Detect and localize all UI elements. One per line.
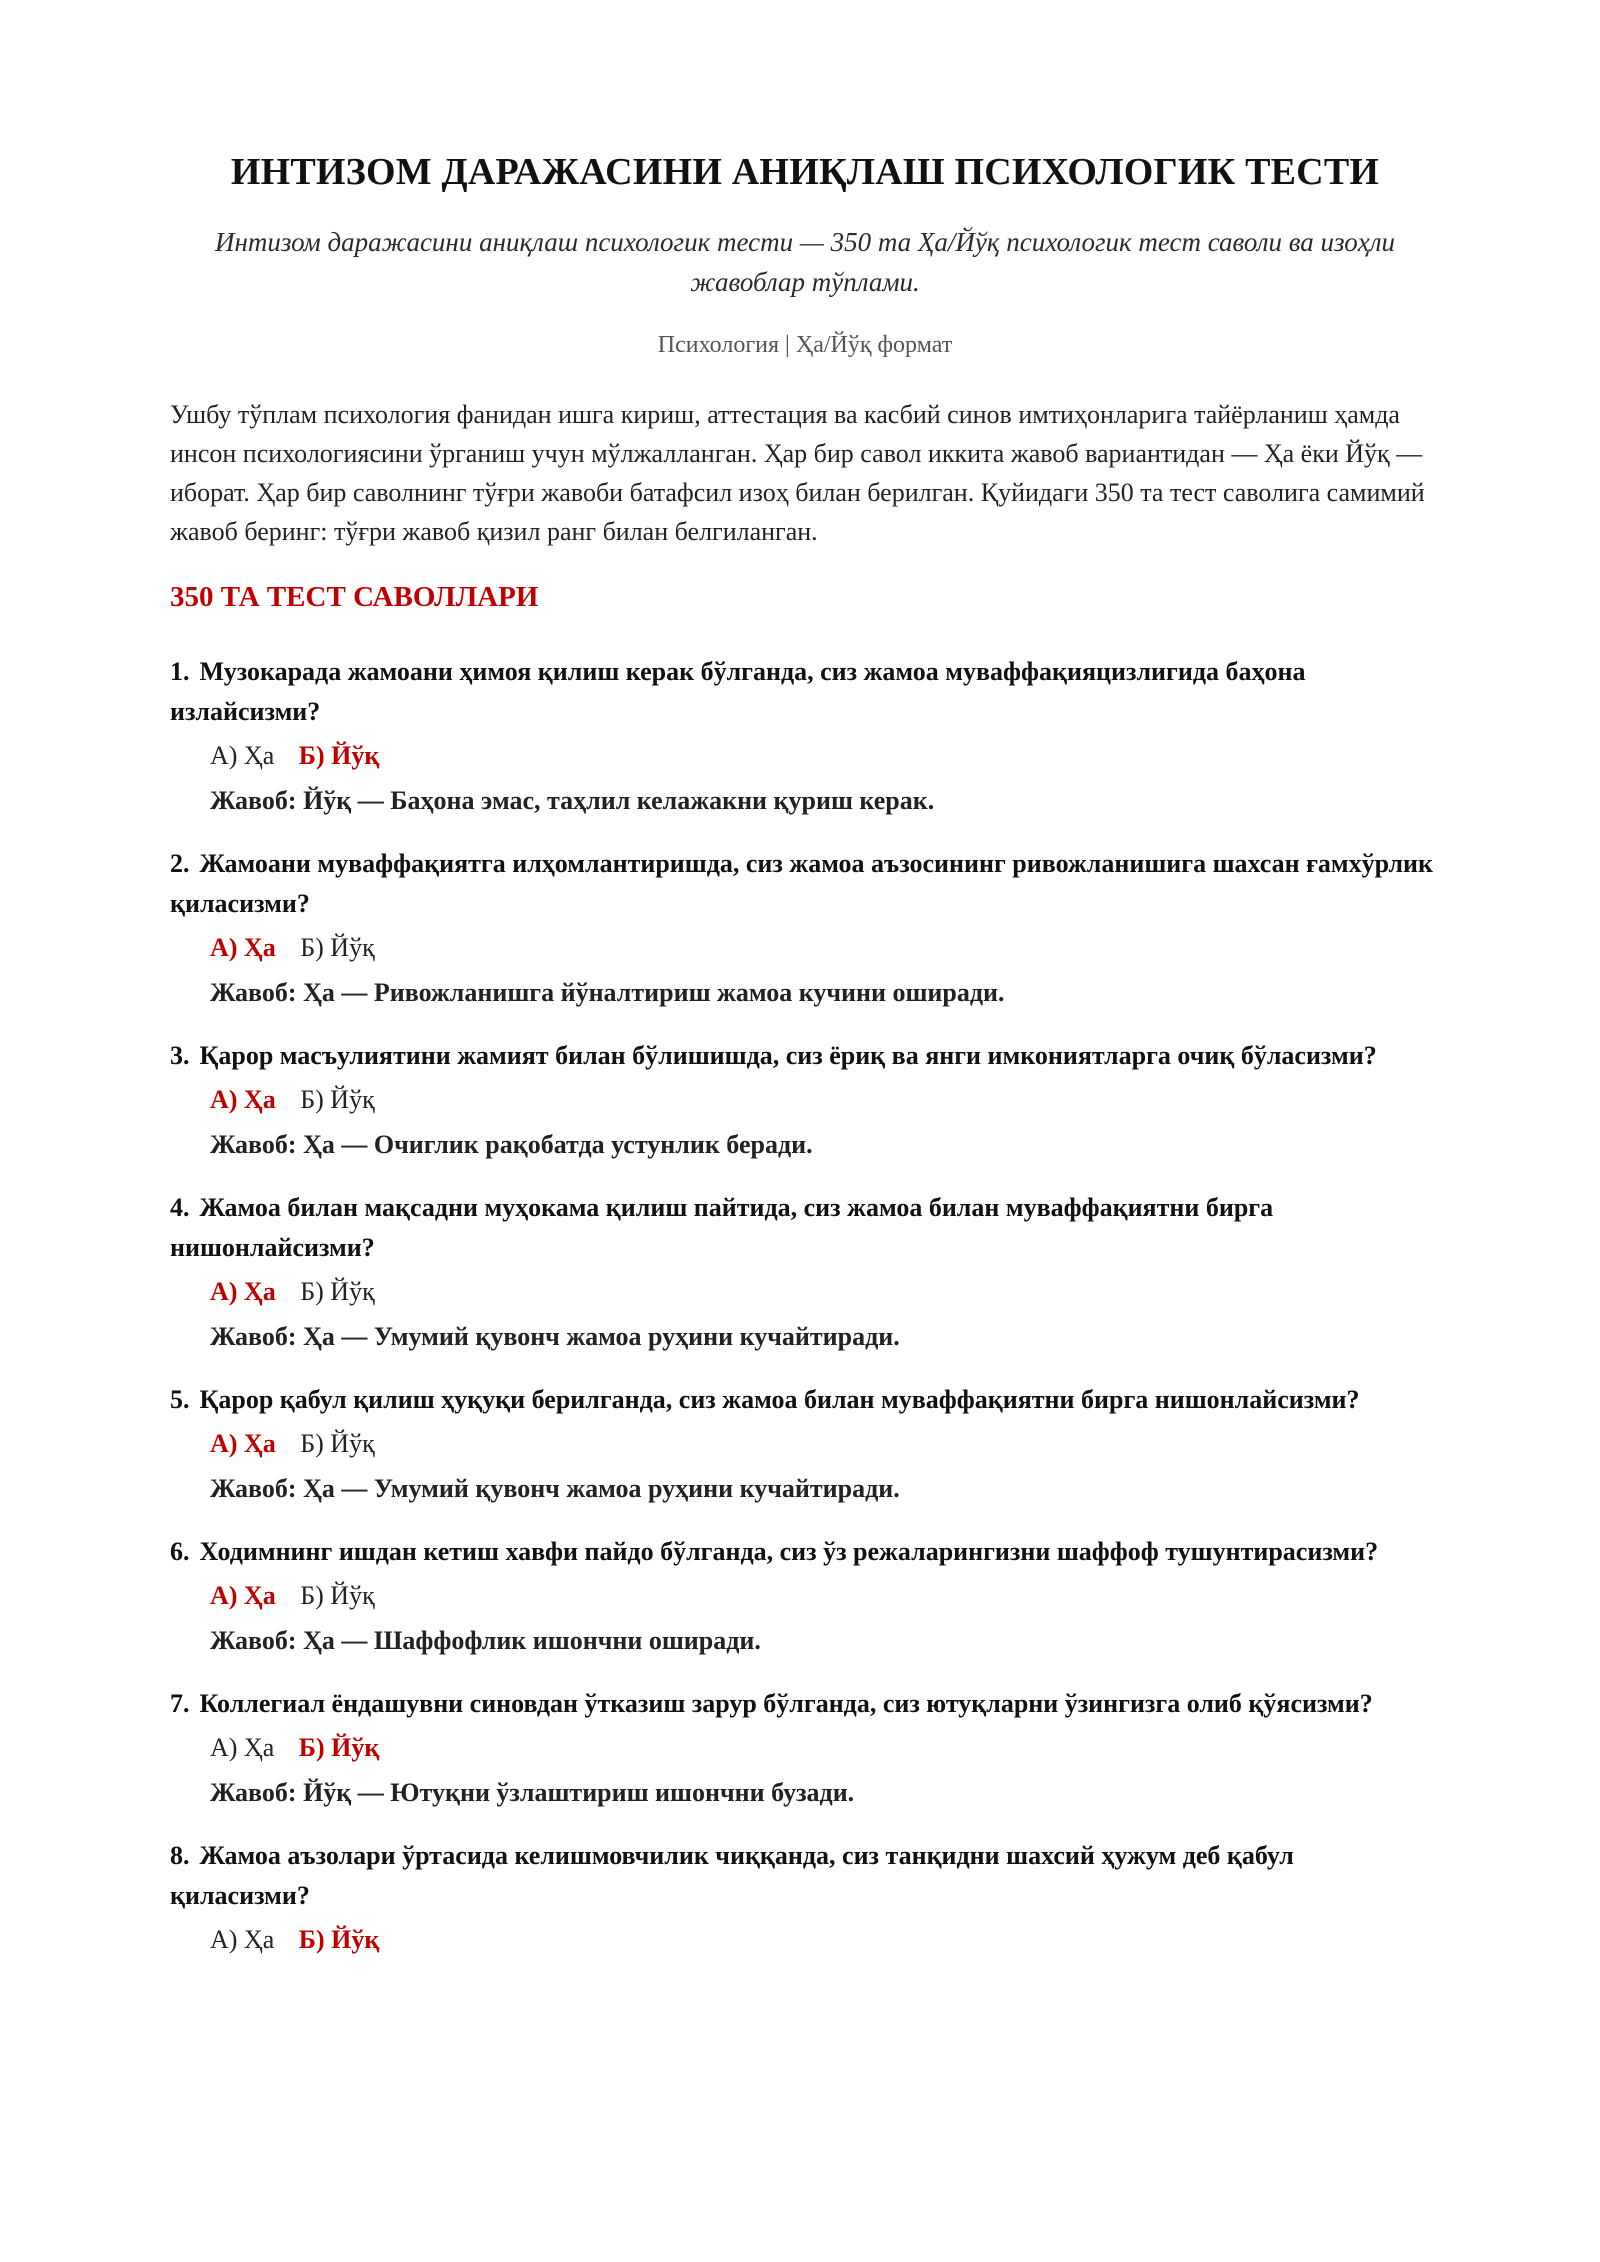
- question-body: Қарор қабул қилиш ҳуқуқи берилганда, сиз жамоа билан муваффақиятни бирга нишонлайсизми?: [199, 1385, 1360, 1414]
- answer-options: [210, 1272, 1440, 1312]
- question-text: [170, 1188, 1440, 1268]
- question-body: Жамоа билан мақсадни муҳокама қилиш пайтида, сиз жамоа билан муваффақиятни бирга нишонлайсизми?: [170, 1193, 1274, 1262]
- question-text: [170, 1836, 1440, 1916]
- option-yes[interactable]: А) Ҳа: [210, 933, 276, 962]
- question-number: 8.: [170, 1841, 190, 1870]
- question-text: [170, 1036, 1440, 1076]
- answer-explanation: Жавоб: Ҳа — Очиглик рақобатда устунлик беради.: [210, 1130, 813, 1159]
- question-body: Жамоа аъзолари ўртасида келишмовчилик чиққанда, сиз танқидни шахсий ҳужум деб қабул қиласизми?: [170, 1841, 1294, 1910]
- document-subtitle: Интизом даражасини аниқлаш психологик тести — 350 та Ҳа/Йўқ психологик тест саволи ва изоҳли жавоблар тўплами.: [215, 227, 1395, 297]
- section-heading: 350 ТА ТЕСТ САВОЛЛАРИ: [170, 581, 539, 613]
- answer-explanation: Жавоб: Ҳа — Умумий қувонч жамоа руҳини кучайтиради.: [210, 1474, 900, 1503]
- answer-options: [210, 1728, 1440, 1768]
- question-item: [170, 1532, 1440, 1660]
- option-no[interactable]: Б) Йўқ: [298, 1925, 380, 1954]
- answer-options: [210, 736, 1440, 776]
- question-text: [170, 1532, 1440, 1572]
- question-item: [170, 1188, 1440, 1356]
- answer-explanation: Жавоб: Йўқ — Ютуқни ўзлаштириш ишончни бузади.: [210, 1778, 855, 1807]
- question-text: [170, 1380, 1440, 1420]
- answer-options: [210, 1424, 1440, 1464]
- option-yes[interactable]: А) Ҳа: [210, 1925, 275, 1954]
- document-intro: Ушбу тўплам психология фанидан ишга кириш, аттестация ва касбий синов имтиҳонларига тайёрланиш ҳамда инсон психологиясини ўрганиш учун мўлжалланган. Ҳар бир савол иккита жавоб вариантидан — Ҳа ёки Йўқ — иборат. Ҳар бир саволнинг тўғри жавоби батафсил изоҳ билан берилган. Қуйидаги 350 та тест саволига самимий жавоб беринг: тўғри жавоб қизил ранг билан белгиланган.: [170, 400, 1425, 546]
- option-no[interactable]: Б) Йўқ: [300, 1085, 375, 1114]
- option-yes[interactable]: А) Ҳа: [210, 1733, 275, 1762]
- question-list: [170, 652, 1440, 1960]
- option-no[interactable]: Б) Йўқ: [298, 741, 380, 770]
- option-no[interactable]: Б) Йўқ: [298, 1733, 380, 1762]
- question-item: [170, 1380, 1440, 1508]
- question-number: 5.: [170, 1385, 190, 1414]
- question-item: [170, 844, 1440, 1012]
- document-meta: Психология | Ҳа/Йўқ формат: [657, 332, 953, 358]
- question-number: 2.: [170, 849, 190, 878]
- option-yes[interactable]: А) Ҳа: [210, 1085, 276, 1114]
- question-item: [170, 652, 1440, 820]
- question-item: [170, 1036, 1440, 1164]
- document-page: [170, 0, 1440, 1984]
- question-item: [170, 1684, 1440, 1812]
- answer-explanation: Жавоб: Йўқ — Баҳона эмас, таҳлил келажакни қуриш керак.: [210, 786, 935, 815]
- question-text: [170, 652, 1440, 732]
- option-yes[interactable]: А) Ҳа: [210, 1277, 276, 1306]
- answer-options: [210, 928, 1440, 968]
- answer-explanation: Жавоб: Ҳа — Умумий қувонч жамоа руҳини кучайтиради.: [210, 1322, 900, 1351]
- question-body: Коллегиал ёндашувни синовдан ўтказиш зарур бўлганда, сиз ютуқларни ўзингизга олиб қўясизми?: [199, 1689, 1373, 1718]
- answer-options: [210, 1080, 1440, 1120]
- answer-options: [210, 1576, 1440, 1616]
- question-number: 3.: [170, 1041, 190, 1070]
- option-yes[interactable]: А) Ҳа: [210, 741, 275, 770]
- answer-options: [210, 1920, 1440, 1960]
- option-no[interactable]: Б) Йўқ: [300, 933, 375, 962]
- question-body: Қарор масъулиятини жамият билан бўлишишда, сиз ёриқ ва янги имкониятларга очиқ бўласизми?: [199, 1041, 1377, 1070]
- answer-explanation: Жавоб: Ҳа — Шаффофлик ишончни оширади.: [210, 1626, 761, 1655]
- option-yes[interactable]: А) Ҳа: [210, 1581, 276, 1610]
- question-text: [170, 844, 1440, 924]
- question-body: Жамоани муваффақиятга илҳомлантиришда, сиз жамоа аъзосининг ривожланишига шахсан ғамхўрлик қиласизми?: [170, 849, 1433, 918]
- question-text: [170, 1684, 1440, 1724]
- option-yes[interactable]: А) Ҳа: [210, 1429, 276, 1458]
- question-number: 6.: [170, 1537, 190, 1566]
- option-no[interactable]: Б) Йўқ: [300, 1429, 375, 1458]
- question-body: Ходимнинг ишдан кетиш хавфи пайдо бўлганда, сиз ўз режаларингизни шаффоф тушунтирасизми?: [199, 1537, 1379, 1566]
- option-no[interactable]: Б) Йўқ: [300, 1581, 375, 1610]
- question-number: 7.: [170, 1689, 190, 1718]
- question-body: Музокарада жамоани ҳимоя қилиш керак бўлганда, сиз жамоа муваффақияцизлигида баҳона излайсизми?: [170, 657, 1306, 726]
- question-number: 4.: [170, 1193, 190, 1222]
- document-title: ИНТИЗОМ ДАРАЖАСИНИ АНИҚЛАШ ПСИХОЛОГИК ТЕСТИ: [230, 151, 1380, 193]
- answer-explanation: Жавоб: Ҳа — Ривожланишга йўналтириш жамоа кучини оширади.: [210, 978, 1005, 1007]
- question-number: 1.: [170, 657, 190, 686]
- option-no[interactable]: Б) Йўқ: [300, 1277, 375, 1306]
- question-item: [170, 1836, 1440, 1960]
